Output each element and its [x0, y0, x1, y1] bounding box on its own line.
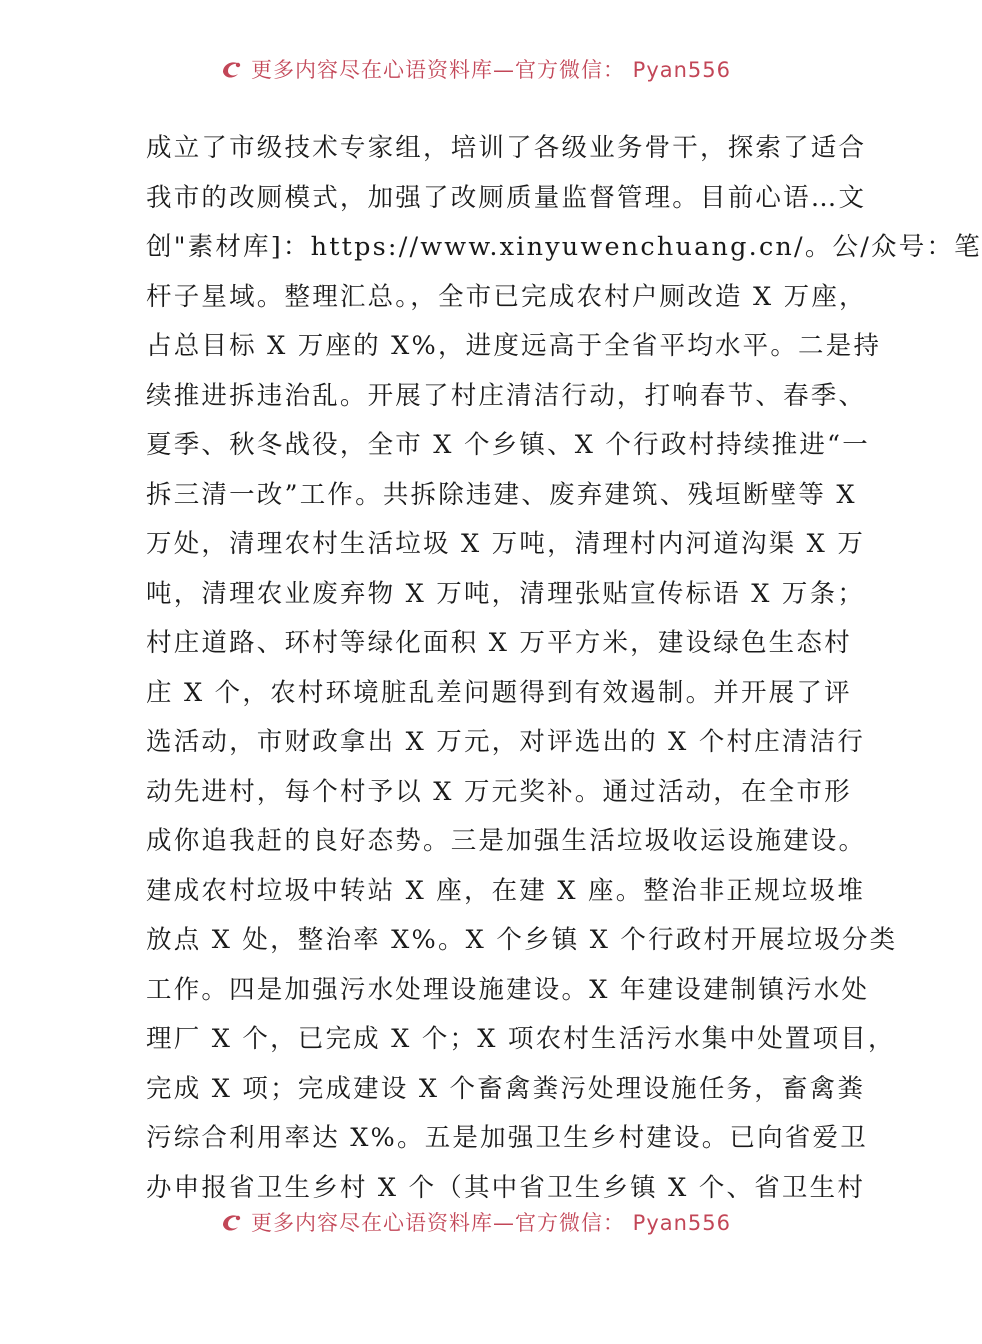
brand-swirl-icon [219, 56, 245, 82]
text-line: 夏季、秋冬战役，全市 X 个乡镇、X 个行政村持续推进“一 [146, 430, 870, 460]
watermark-text: 更多内容尽在心语资料库—官方微信： Pyan556 [250, 1211, 732, 1235]
document-body [146, 124, 982, 1213]
text-line: 污综合利用率达 X%。五是加强卫生乡村建设。已向省爱卫 [146, 1123, 868, 1153]
text-line: 理厂 X 个，已完成 X 个；X 项农村生活污水集中处置项目， [146, 1024, 896, 1054]
text-line: 建成农村垃圾中转站 X 座，在建 X 座。整治非正规垃圾堆 [146, 875, 866, 906]
text-line: 动先进村，每个村予以 X 万元奖补。通过活动，在全市形 [146, 776, 852, 807]
footer-watermark [0, 1207, 950, 1237]
text-line: 杆子星域。整理汇总。，全市已完成农村户厕改造 X 万座， [146, 281, 867, 312]
text-line: 庄 X 个，农村环境脏乱差问题得到有效遏制。并开展了评 [146, 677, 852, 708]
text-line: 选活动，市财政拿出 X 万元，对评选出的 X 个村庄清洁行 [146, 727, 866, 757]
text-line: 吨，清理农业废弃物 X 万吨，清理张贴宣传标语 X 万条； [146, 578, 866, 609]
text-line: 办申报省卫生乡村 X 个（其中省卫生乡镇 X 个、省卫生村 [146, 1172, 866, 1203]
text-line: 续推进拆违治乱。开展了村庄清洁行动，打响春节、春季、 [146, 380, 867, 411]
text-line: 村庄道路、环村等绿化面积 X 万平方米，建设绿色生态村 [146, 628, 852, 658]
text-line: 我市的改厕模式，加强了改厕质量监督管理。目前心语…文 [146, 182, 867, 213]
text-line: 占总目标 X 万座的 X%，进度远高于全省平均水平。二是持 [146, 331, 882, 361]
text-line: 工作。四是加强污水处理设施建设。X 年建设建制镇污水处 [146, 974, 870, 1005]
brand-swirl-icon [219, 1209, 245, 1235]
watermark-text: 更多内容尽在心语资料库—官方微信： Pyan556 [250, 58, 732, 82]
text-line: 拆三清一改”工作。共拆除违建、废弃建筑、残垣断壁等 X [146, 479, 857, 510]
text-line: 成立了市级技术专家组，培训了各级业务骨干，探索了适合 [146, 133, 867, 163]
text-line: 万处，清理农村生活垃圾 X 万吨，清理村内河道沟渠 X 万 [146, 529, 866, 559]
text-line: 成你追我赶的良好态势。三是加强生活垃圾收运设施建设。 [146, 826, 867, 856]
header-watermark [0, 54, 950, 84]
text-line: 创"素材库]：https://www.xinyuwenchuang.cn/。公/众号：笔 [146, 232, 982, 262]
text-line: 完成 X 项；完成建设 X 个畜禽粪污处理设施任务，畜禽粪 [146, 1073, 866, 1104]
text-line: 放点 X 处，整治率 X%。X 个乡镇 X 个行政村开展垃圾分类 [146, 925, 898, 955]
